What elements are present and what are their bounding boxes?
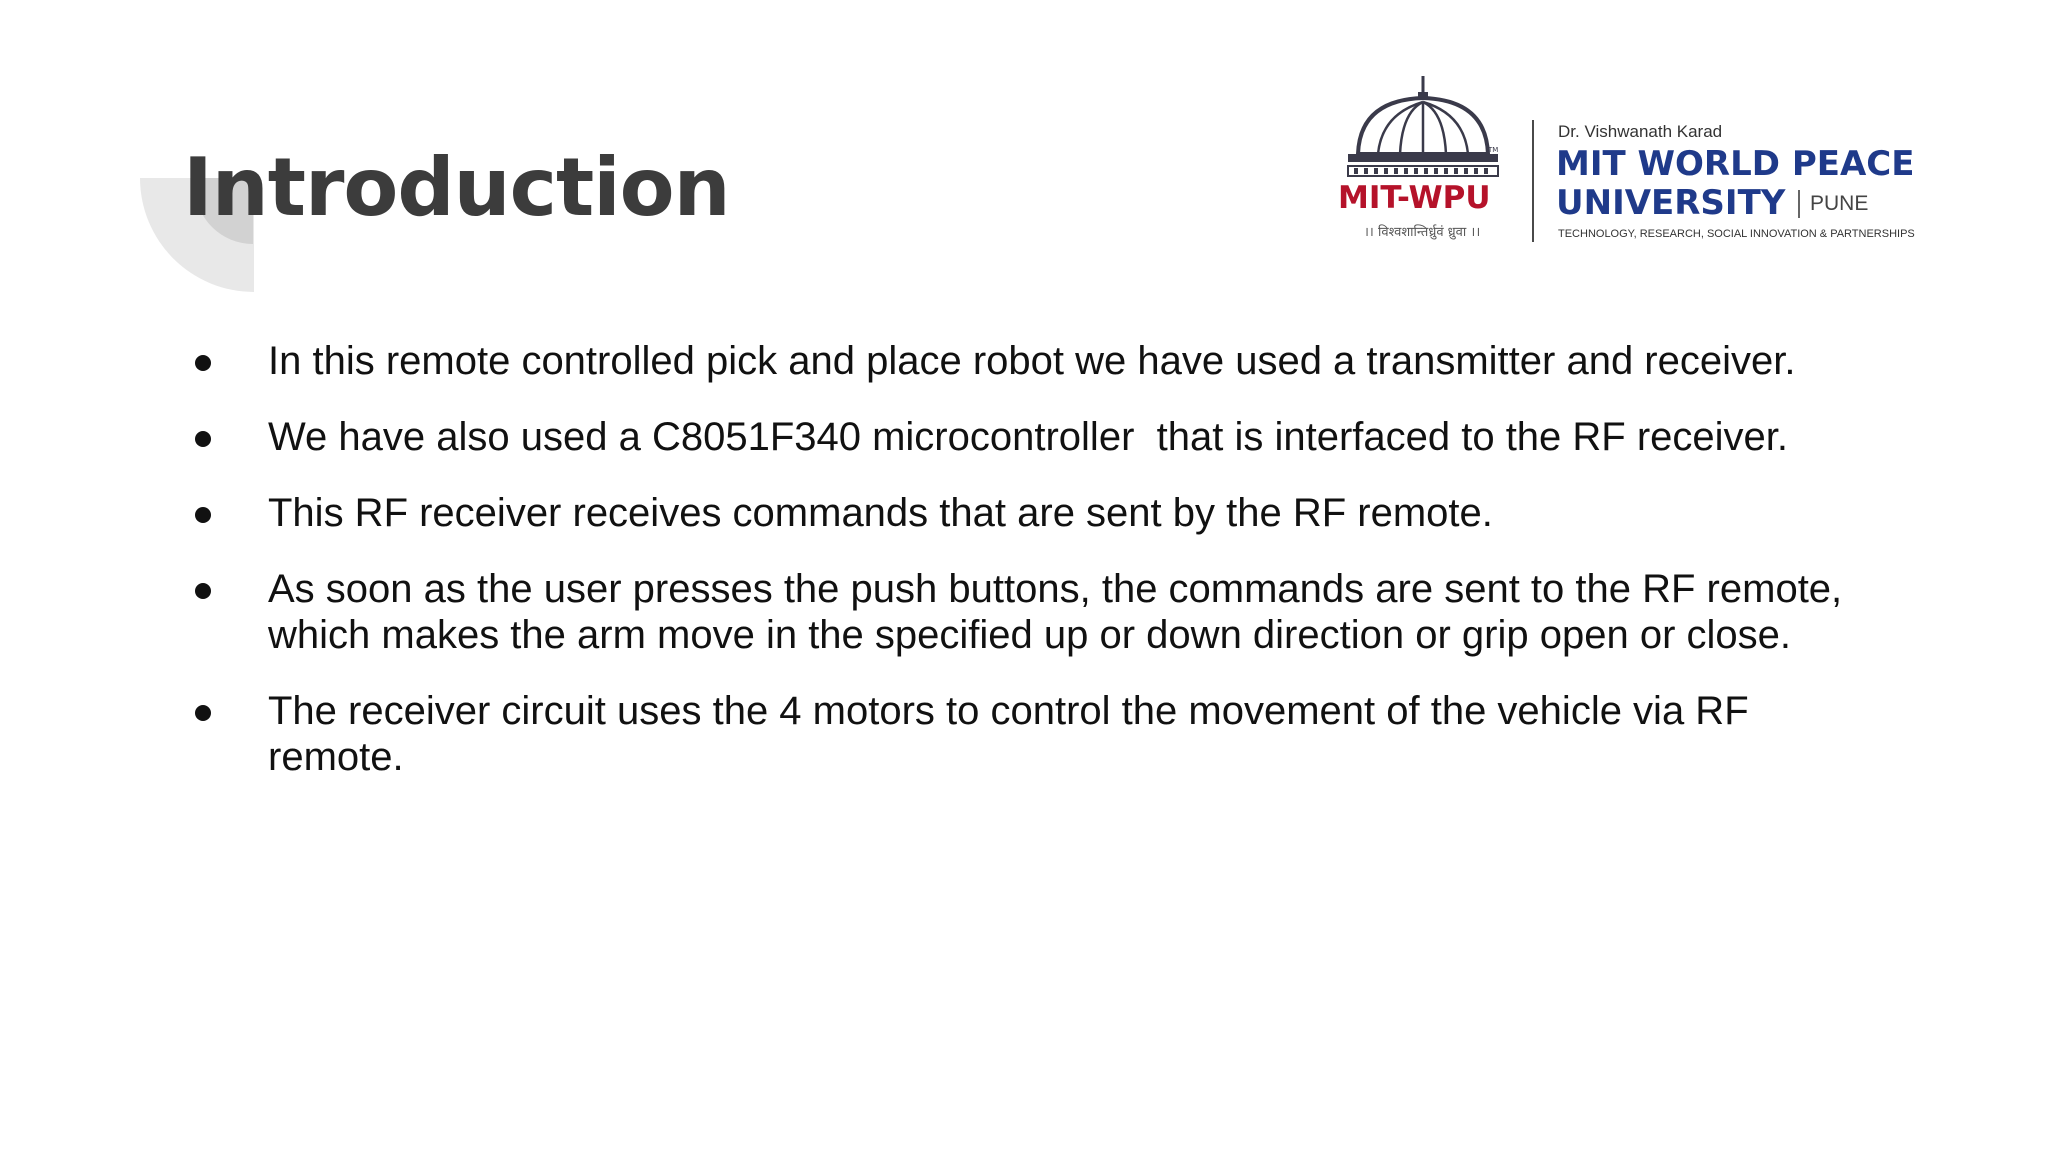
bullet-dot-icon [195,583,211,599]
logo-name-line2: UNIVERSITY [1556,183,1786,223]
bullet-dot-icon [195,431,211,447]
bullet-text: In this remote controlled pick and place robot we have used a transmitter and receiver. [268,339,1796,383]
logo-city: PUNE [1810,192,1869,215]
logo-divider [1532,120,1534,242]
list-item [190,688,1870,780]
university-logo [1330,74,1915,254]
logo-motto: ।। विश्वशान्तिर्ध्रुवं ध्रुवा ।। [1364,225,1481,240]
bullet-text: The receiver circuit uses the 4 motors to control the movement of the vehicle via RF remote. [268,689,1749,779]
logo-tagline: TECHNOLOGY, RESEARCH, SOCIAL INNOVATION & PARTNERSHIPS [1558,228,1915,240]
bullet-dot-icon [195,705,211,721]
list-item [190,566,1870,658]
bullet-text: We have also used a C8051F340 microcontroller that is interfaced to the RF receiver. [268,415,1789,459]
bullet-dot-icon [195,355,211,371]
list-item [190,414,1870,460]
bullet-list [190,338,1870,810]
logo-city-separator [1798,190,1800,218]
bullet-text: As soon as the user presses the push buttons, the commands are sent to the RF remote, which makes the arm move in the specified up or down direction or grip open or close. [268,567,1843,657]
slide-title: Introduction [183,141,730,234]
svg-text:TM: TM [1488,146,1499,154]
logo-founder: Dr. Vishwanath Karad [1558,122,1723,141]
list-item [190,338,1870,384]
list-item [190,490,1870,536]
logo-name-line1: MIT WORLD PEACE [1556,144,1915,184]
bullet-dot-icon [195,507,211,523]
bullet-text: This RF receiver receives commands that are sent by the RF remote. [268,491,1493,535]
logo-abbreviation: MIT-WPU [1338,180,1491,216]
